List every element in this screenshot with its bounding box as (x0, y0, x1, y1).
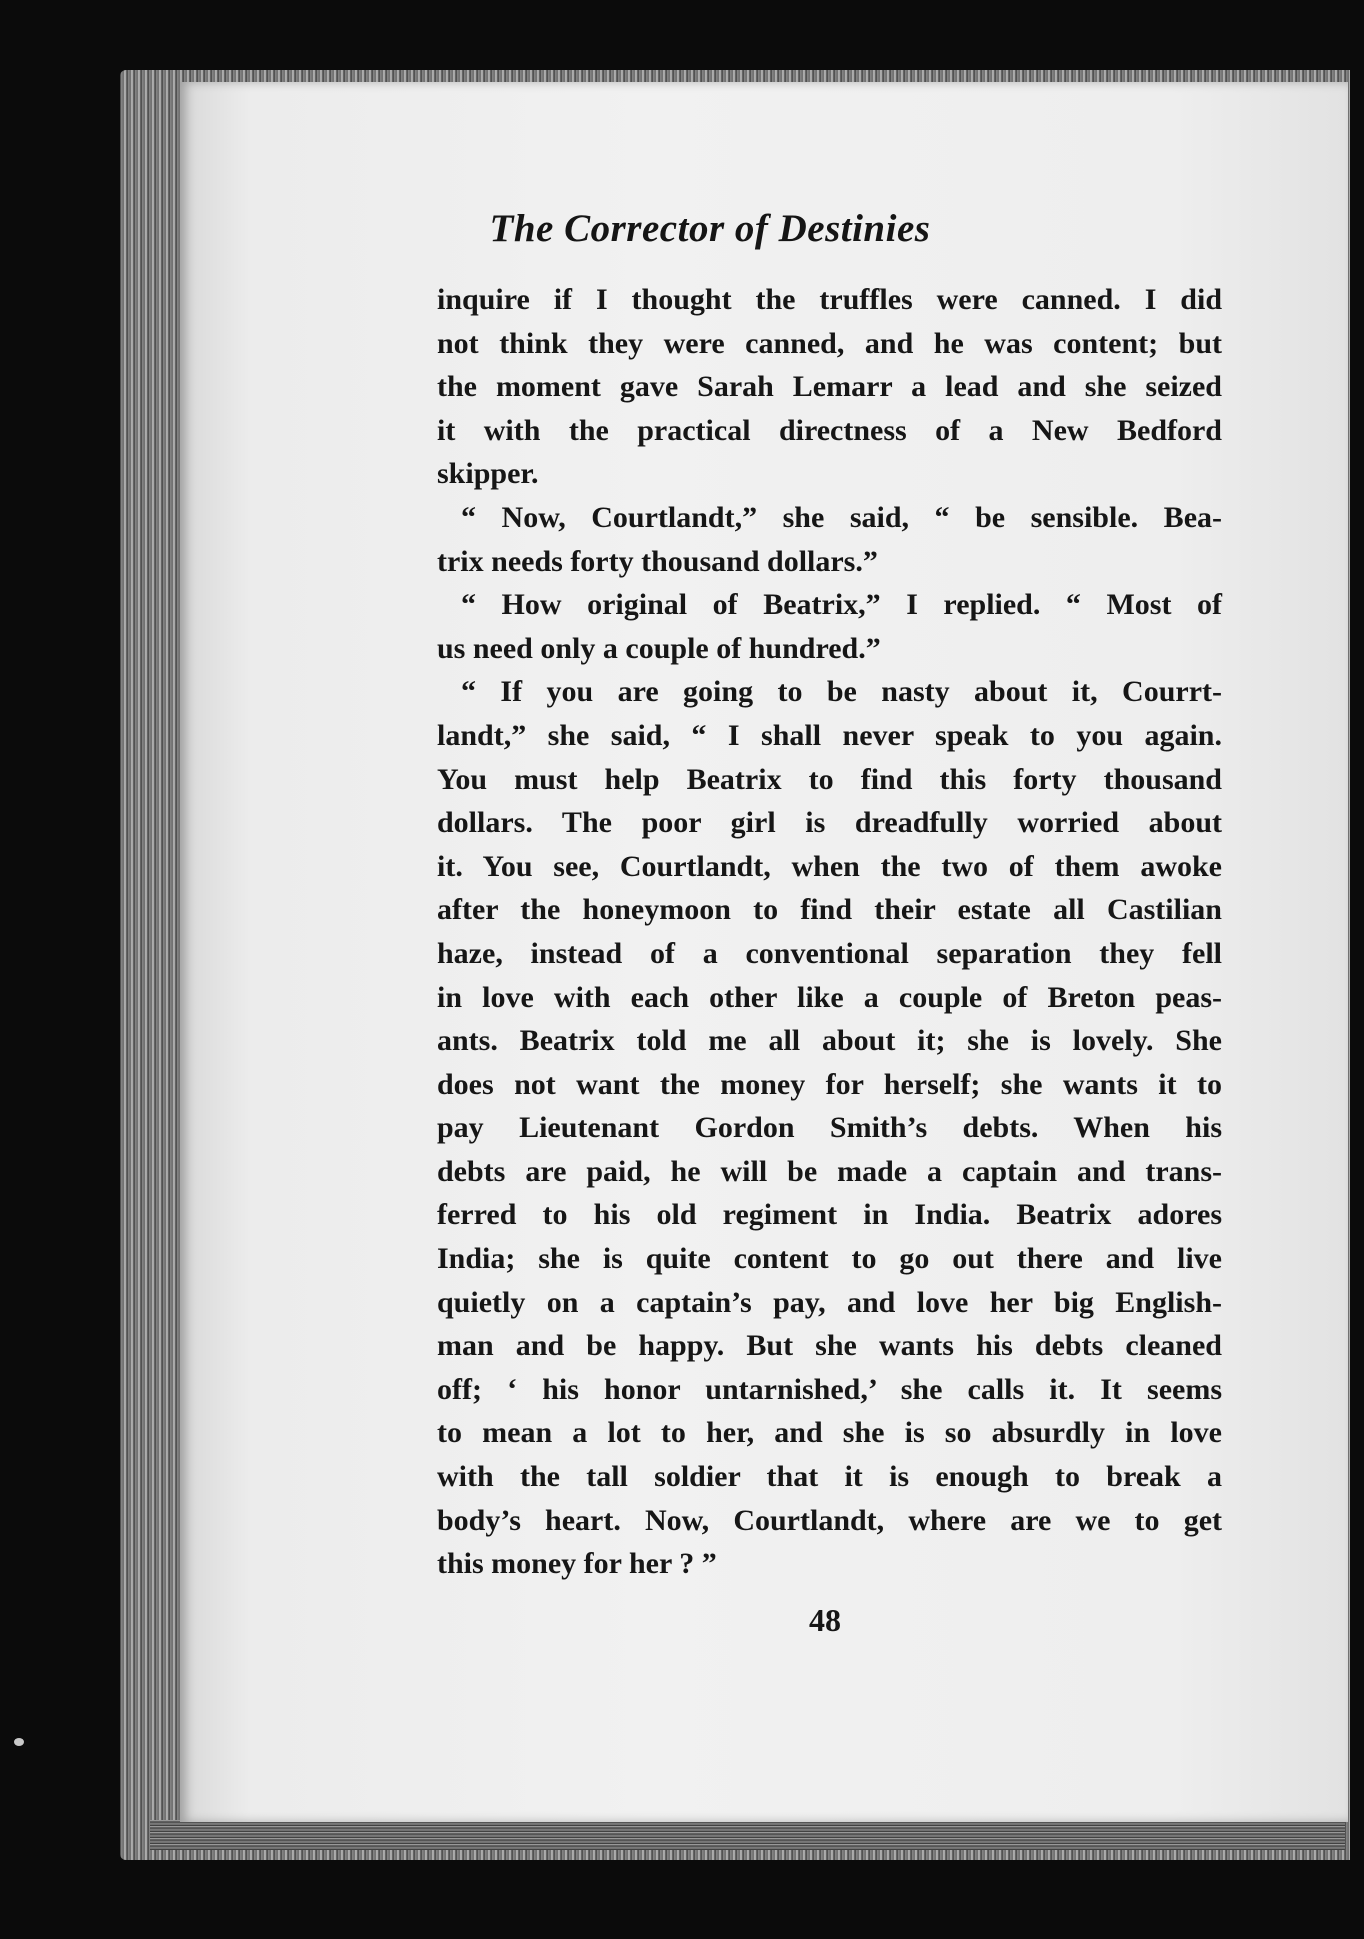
text-line: quietly on a captain’s pay, and love her big English- (437, 1285, 1222, 1319)
text-line: “ Now, Courtlandt,” she said, “ be sensible. Bea- (461, 500, 1222, 534)
scan-speck (14, 1738, 24, 1746)
running-head: The Corrector of Destinies (489, 207, 931, 250)
text-line: landt,” she said, “ I shall never speak to you again. (437, 718, 1222, 752)
text-line: the moment gave Sarah Lemarr a lead and she seized (437, 370, 1222, 404)
body-text (437, 278, 1222, 1586)
text-line: haze, instead of a conventional separation they fell (437, 936, 1222, 970)
text-line: off; ‘ his honor untarnished,’ she calls it. It seems (437, 1372, 1222, 1406)
text-line: ferred to his old regiment in India. Beatrix adores (437, 1198, 1222, 1232)
text-line: pay Lieutenant Gordon Smith’s debts. When his (437, 1111, 1222, 1145)
text-line: in love with each other like a couple of Breton peas- (437, 980, 1222, 1014)
text-line: it. You see, Courtlandt, when the two of them awoke (437, 849, 1222, 883)
text-line: inquire if I thought the truffles were canned. I did (437, 283, 1222, 316)
text-line: after the honeymoon to find their estate all Castilian (437, 893, 1222, 927)
text-line: You must help Beatrix to find this forty thousand (437, 762, 1222, 796)
text-line: dollars. The poor girl is dreadfully worried about (437, 806, 1222, 840)
text-line: ants. Beatrix told me all about it; she is lovely. She (437, 1024, 1222, 1058)
text-line: it with the practical directness of a New Bedford (437, 413, 1222, 447)
text-line: India; she is quite content to go out there and live (437, 1242, 1222, 1276)
text-line: with the tall soldier that it is enough to break a (437, 1460, 1222, 1494)
text-line: skipper. (437, 457, 539, 491)
text-line: does not want the money for herself; she wants it to (437, 1067, 1222, 1101)
text-line: debts are paid, he will be made a captain and trans- (437, 1154, 1222, 1188)
book-bottom-edge (150, 1820, 1345, 1850)
page-number: 48 (809, 1602, 841, 1638)
text-line: to mean a lot to her, and she is so absurdly in love (437, 1416, 1222, 1450)
text-line: trix needs forty thousand dollars.” (437, 544, 878, 578)
text-line: “ If you are going to be nasty about it, Courrt- (461, 675, 1222, 709)
text-line: body’s heart. Now, Courtlandt, where are we to get (437, 1503, 1222, 1537)
text-line: this money for her ? ” (437, 1547, 717, 1581)
text-line: “ How original of Beatrix,” I replied. “ Most of (461, 588, 1222, 622)
text-line: man and be happy. But she wants his debts cleaned (437, 1329, 1222, 1363)
text-line: not think they were canned, and he was content; but (437, 326, 1222, 360)
text-line: us need only a couple of hundred.” (437, 631, 881, 665)
